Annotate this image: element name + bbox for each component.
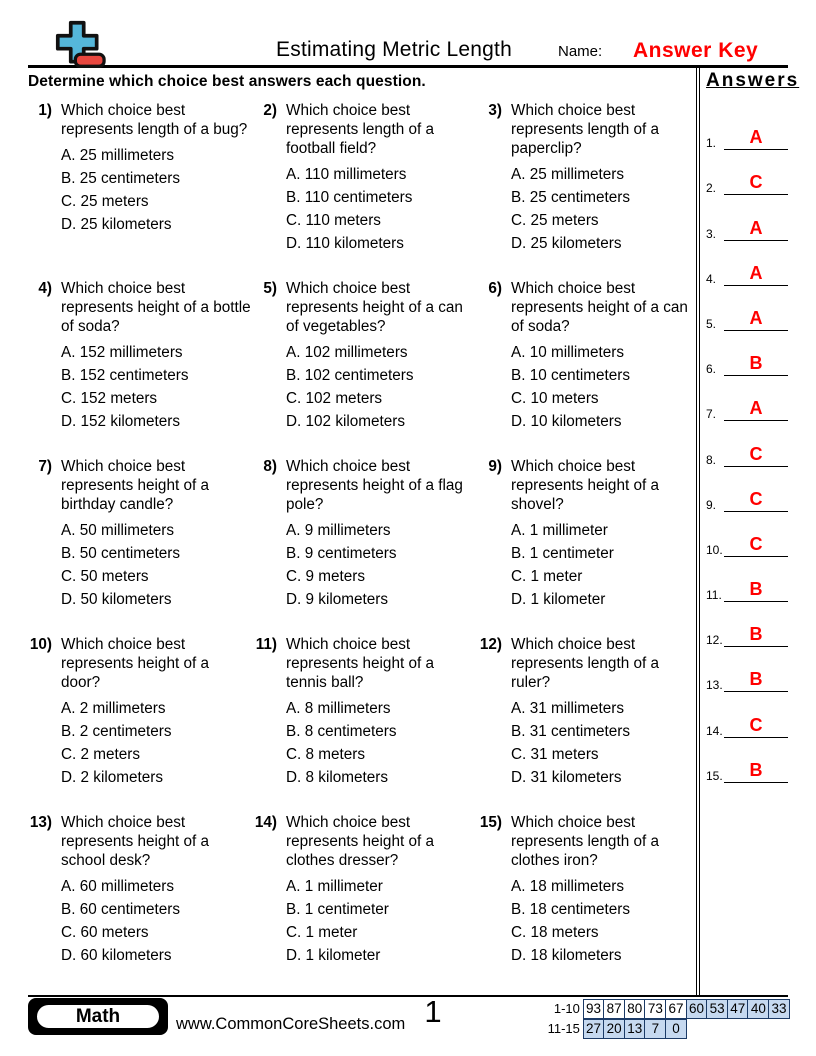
answer-letter: B [749, 353, 763, 374]
question-body [286, 279, 476, 457]
answer-item [706, 150, 788, 195]
question-text: Which choice best represents height of a can of vegetables? [286, 280, 463, 335]
choice: A. 18 millimeters [511, 878, 625, 895]
answer-blank [724, 490, 788, 512]
question [478, 101, 700, 279]
choice-list [61, 701, 251, 785]
answers-title: Answers [706, 70, 800, 91]
answer-number: 11. [706, 588, 722, 603]
score-cell: 67 [665, 999, 687, 1019]
choice-list [286, 523, 476, 607]
answers-column [696, 68, 800, 995]
score-cell: 0 [665, 1019, 687, 1039]
choice: B. 8 centimeters [286, 723, 397, 740]
instruction-text: Determine which choice best answers each question. [28, 73, 426, 90]
answer-number: 15. [706, 768, 723, 783]
answer-item [706, 241, 788, 286]
question-body [286, 101, 476, 279]
score-cell: 20 [603, 1019, 625, 1039]
page-title: Estimating Metric Length [276, 38, 512, 61]
answer-number: 3. [706, 226, 717, 241]
choice: A. 50 millimeters [61, 522, 175, 539]
choice: A. 1 millimeter [511, 522, 608, 539]
question-text: Which choice best represents height of a school desk? [61, 814, 209, 869]
choice: D. 2 kilometers [61, 769, 164, 786]
choice: A. 1 millimeter [286, 878, 383, 895]
question-text: Which choice best represents height of a shovel? [511, 458, 659, 513]
question-text: Which choice best represents length of a clothes iron? [511, 814, 659, 869]
question-body [61, 279, 251, 457]
question-body [61, 101, 251, 279]
question [478, 457, 700, 635]
question [478, 279, 700, 457]
question-body [286, 457, 476, 635]
answer-number: 10. [706, 542, 723, 557]
answer-letter: A [749, 127, 763, 148]
choice: B. 2 centimeters [61, 723, 172, 740]
answer-number: 9. [706, 497, 717, 512]
answer-blank [724, 219, 788, 241]
choice: D. 8 kilometers [286, 769, 389, 786]
score-row [542, 999, 790, 1019]
choice-list [511, 523, 700, 607]
question-text: Which choice best represents height of a flag pole? [286, 458, 463, 513]
answer-item [706, 602, 788, 647]
choice: A. 110 millimeters [286, 166, 407, 183]
choice: D. 1 kilometer [511, 591, 606, 608]
answer-blank [724, 580, 788, 602]
choice: B. 10 centimeters [511, 367, 631, 384]
answer-letter: C [749, 714, 763, 735]
answer-item [706, 421, 788, 466]
question-text: Which choice best represents height of a clothes dresser? [286, 814, 434, 869]
choice: A. 25 millimeters [61, 147, 175, 164]
question-body [61, 635, 251, 813]
answer-letter: A [749, 262, 763, 283]
website-text: www.CommonCoreSheets.com [176, 1015, 406, 1033]
choice: B. 25 centimeters [61, 170, 181, 187]
question-body [286, 813, 476, 991]
choice: C. 2 meters [61, 746, 141, 763]
choice: D. 102 kilometers [286, 413, 406, 430]
answer-item [706, 692, 788, 737]
question-number: 5) [263, 280, 277, 297]
choice: D. 25 kilometers [511, 235, 622, 252]
question-text: Which choice best represents length of a ruler? [511, 636, 659, 691]
choice: C. 31 meters [511, 746, 599, 763]
choice-list [286, 345, 476, 429]
answer-number: 5. [706, 316, 717, 331]
choice-list [61, 345, 251, 429]
choice-list [286, 167, 476, 251]
question-body [511, 279, 700, 457]
answer-blank [724, 399, 788, 421]
choice: A. 10 millimeters [511, 344, 625, 361]
answer-blank [724, 264, 788, 286]
score-cell: 73 [644, 999, 666, 1019]
question [28, 279, 253, 457]
answer-letter: B [749, 624, 763, 645]
main-area [28, 68, 800, 995]
choice: C. 1 meter [511, 568, 583, 585]
choice: D. 152 kilometers [61, 413, 181, 430]
answer-item [706, 376, 788, 421]
choice: A. 31 millimeters [511, 700, 625, 717]
question [253, 279, 478, 457]
answer-blank [724, 173, 788, 195]
score-cell: 80 [624, 999, 646, 1019]
choice: C. 152 meters [61, 390, 158, 407]
choice: C. 25 meters [61, 193, 149, 210]
answer-item [706, 286, 788, 331]
score-row-label: 1-10 [553, 1001, 580, 1016]
answer-number: 8. [706, 452, 717, 467]
choice: D. 31 kilometers [511, 769, 622, 786]
choice: D. 1 kilometer [286, 947, 381, 964]
answer-letter: C [749, 488, 763, 509]
choice-list [61, 879, 251, 963]
question-number: 3) [488, 102, 502, 119]
answer-item [706, 738, 788, 783]
question [253, 101, 478, 279]
question [478, 813, 700, 991]
answer-blank [724, 535, 788, 557]
choice: C. 102 meters [286, 390, 383, 407]
question-number: 7) [38, 458, 52, 475]
choice: B. 18 centimeters [511, 901, 631, 918]
choice: A. 9 millimeters [286, 522, 391, 539]
footer [28, 995, 788, 1056]
question [253, 457, 478, 635]
question-body [511, 635, 700, 813]
answer-item [706, 647, 788, 692]
question-body [61, 813, 251, 991]
answer-blank [724, 128, 788, 150]
score-cell: 33 [768, 999, 790, 1019]
question-text: Which choice best represents length of a paperclip? [511, 102, 659, 157]
choice: C. 10 meters [511, 390, 599, 407]
question-number: 13) [29, 814, 52, 831]
choice: B. 31 centimeters [511, 723, 631, 740]
question-number: 15) [479, 814, 502, 831]
choice: B. 25 centimeters [511, 189, 631, 206]
choice: B. 110 centimeters [286, 189, 413, 206]
question-number: 8) [263, 458, 277, 475]
question-number: 14) [254, 814, 277, 831]
answer-item [706, 105, 788, 150]
choice: C. 1 meter [286, 924, 358, 941]
choice: B. 50 centimeters [61, 545, 181, 562]
question [28, 813, 253, 991]
choice: A. 152 millimeters [61, 344, 183, 361]
name-value-answer-key: Answer Key [633, 39, 759, 62]
choice: C. 60 meters [61, 924, 149, 941]
question-body [286, 635, 476, 813]
choice: B. 9 centimeters [286, 545, 397, 562]
question [28, 635, 253, 813]
answer-blank [724, 670, 788, 692]
answer-number: 6. [706, 362, 717, 377]
answer-letter: B [749, 579, 763, 600]
choice: A. 8 millimeters [286, 700, 391, 717]
score-row-label: 11-15 [547, 1021, 580, 1036]
score-cell: 53 [706, 999, 728, 1019]
choice-list [511, 345, 700, 429]
page-number: 1 [424, 994, 442, 1029]
answer-blank [724, 309, 788, 331]
answer-letter: C [749, 533, 763, 554]
score-cell: 93 [583, 999, 605, 1019]
score-cell: 7 [644, 1019, 666, 1039]
choice-list [511, 701, 700, 785]
question-text: Which choice best represents length of a football field? [286, 102, 434, 157]
choice: B. 1 centimeter [286, 901, 389, 918]
answer-blank [724, 716, 788, 738]
choice-list [511, 167, 700, 251]
answer-number: 14. [706, 723, 723, 738]
question [253, 635, 478, 813]
question-body [511, 457, 700, 635]
answer-letter: B [749, 669, 763, 690]
choice: D. 25 kilometers [61, 216, 172, 233]
question-text: Which choice best represents length of a bug? [61, 102, 248, 138]
answer-letter: B [749, 759, 763, 780]
header [28, 0, 788, 68]
question [28, 101, 253, 279]
choice: D. 50 kilometers [61, 591, 172, 608]
choice-list [286, 879, 476, 963]
question [28, 457, 253, 635]
subject-badge [28, 998, 168, 1035]
answer-number: 1. [706, 136, 717, 151]
question-number: 1) [38, 102, 52, 119]
name-label: Name: [558, 43, 603, 60]
choice-list [61, 523, 251, 607]
question-text: Which choice best represents height of a can of soda? [511, 280, 688, 335]
answer-blank [724, 354, 788, 376]
question-text: Which choice best represents height of a birthday candle? [61, 458, 209, 513]
choice: C. 9 meters [286, 568, 366, 585]
questions-grid [28, 101, 696, 991]
choice: B. 152 centimeters [61, 367, 189, 384]
choice: C. 8 meters [286, 746, 366, 763]
answer-item [706, 467, 788, 512]
question-number: 2) [263, 102, 277, 119]
score-cell: 47 [727, 999, 749, 1019]
answer-blank [724, 445, 788, 467]
question-body [61, 457, 251, 635]
choice-list [511, 879, 700, 963]
choice: B. 1 centimeter [511, 545, 614, 562]
answer-item [706, 195, 788, 240]
choice: C. 110 meters [286, 212, 381, 229]
question-text: Which choice best represents height of a bottle of soda? [61, 280, 251, 335]
choice-list [61, 148, 251, 232]
score-row [542, 1019, 790, 1039]
question-number: 6) [488, 280, 502, 297]
answer-letter: C [749, 172, 763, 193]
plus-minus-logo-icon [52, 20, 108, 70]
answer-number: 12. [706, 633, 723, 648]
choice: C. 18 meters [511, 924, 599, 941]
score-cell: 60 [686, 999, 708, 1019]
choice: D. 9 kilometers [286, 591, 389, 608]
answer-item [706, 557, 788, 602]
choice: D. 60 kilometers [61, 947, 172, 964]
question-number: 10) [29, 636, 52, 653]
question-text: Which choice best represents height of a door? [61, 636, 209, 691]
question-number: 12) [479, 636, 502, 653]
question-body [511, 813, 700, 991]
question-number: 4) [38, 280, 52, 297]
choice: A. 60 millimeters [61, 878, 175, 895]
question [478, 635, 700, 813]
choice: D. 18 kilometers [511, 947, 622, 964]
score-cell: 13 [624, 1019, 646, 1039]
choice: C. 50 meters [61, 568, 149, 585]
score-cell: 27 [583, 1019, 605, 1039]
answer-number: 13. [706, 678, 723, 693]
score-table [542, 999, 790, 1039]
questions-area [28, 68, 696, 995]
answer-letter: A [749, 398, 763, 419]
question-text: Which choice best represents height of a tennis ball? [286, 636, 434, 691]
answer-letter: A [749, 307, 763, 328]
choice: A. 102 millimeters [286, 344, 408, 361]
answer-letter: C [749, 443, 763, 464]
score-cell: 87 [603, 999, 625, 1019]
answer-letter: A [749, 217, 763, 238]
choice: D. 10 kilometers [511, 413, 622, 430]
choice: B. 60 centimeters [61, 901, 181, 918]
answer-number: 7. [706, 407, 717, 422]
answer-blank [724, 761, 788, 783]
choice: B. 102 centimeters [286, 367, 414, 384]
answer-number: 2. [706, 181, 717, 196]
answer-item [706, 512, 788, 557]
answer-item [706, 331, 788, 376]
question-number: 11) [255, 636, 277, 653]
subject-label: Math [35, 1003, 161, 1030]
answer-number: 4. [706, 271, 717, 286]
choice: A. 2 millimeters [61, 700, 166, 717]
question [253, 813, 478, 991]
question-body [511, 101, 700, 279]
answers-list [706, 105, 788, 783]
question-number: 9) [488, 458, 502, 475]
choice: D. 110 kilometers [286, 235, 404, 252]
choice: A. 25 millimeters [511, 166, 625, 183]
choice-list [286, 701, 476, 785]
score-cell: 40 [747, 999, 769, 1019]
choice: C. 25 meters [511, 212, 599, 229]
answer-blank [724, 625, 788, 647]
